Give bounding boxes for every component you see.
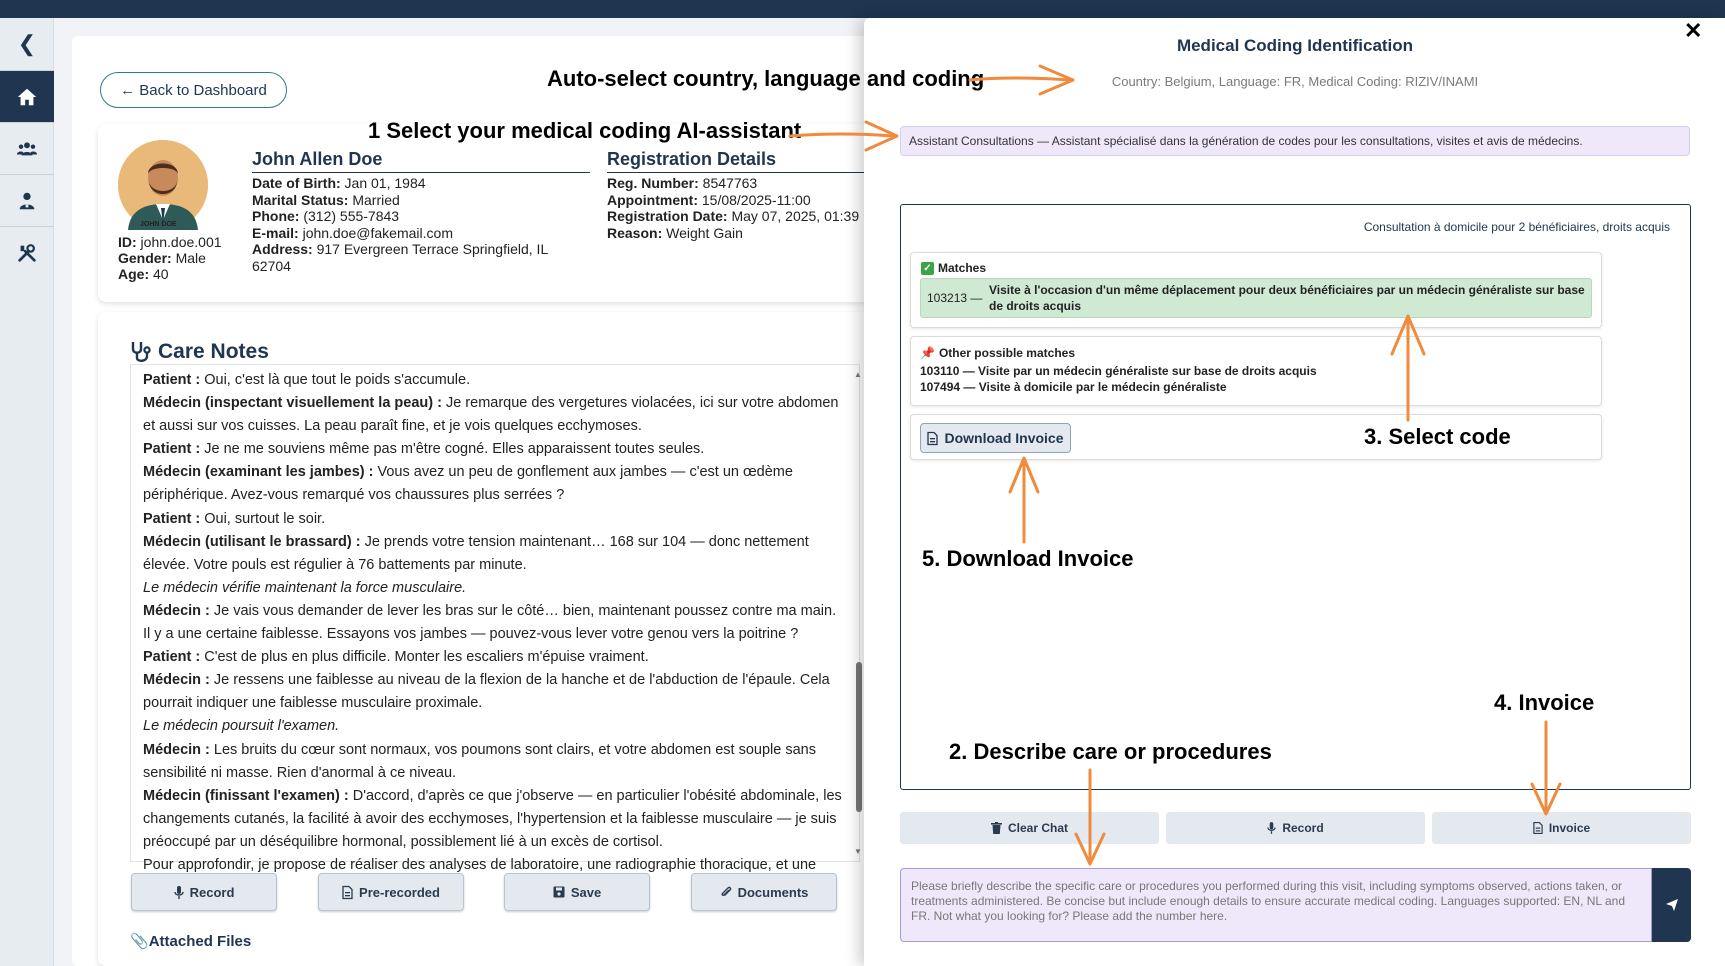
sidebar-item-home[interactable] — [0, 70, 54, 122]
record-button[interactable]: Record — [131, 873, 277, 911]
match-code: 103213 — — [927, 291, 983, 305]
modal-title: Medical Coding Identification — [1176, 36, 1414, 55]
documents-button[interactable]: Documents — [691, 873, 837, 911]
sidebar — [0, 18, 54, 966]
transcript-narration: Le médecin vérifie maintenant la force musculaire. — [143, 579, 467, 596]
transcript-line — [143, 531, 845, 577]
transcript-text: Les bruits du cœur sont normaux, vos poumons sont clairs, et votre abdomen est souple sans sensibilité ni masse. Rien d'anormal à ce niveau. — [143, 741, 816, 781]
transcript-speaker: Médecin : — [143, 672, 210, 689]
transcript-speaker: Médecin : — [143, 741, 210, 758]
stethoscope-icon — [130, 340, 152, 364]
matches-header: ✓ Matches — [921, 261, 986, 275]
transcript-line — [143, 508, 845, 531]
transcript-text: Je remarque des vergetures violacées, ici sur votre abdomen et aussi sur vos cuisses. La peau paraît fine, et je vois quelques ecchymoses. — [143, 395, 839, 435]
user-message: Consultation à domicile pour 2 bénéficiaires, droits acquis — [1363, 220, 1670, 234]
clear-chat-button[interactable]: Clear Chat — [900, 812, 1159, 844]
users-icon — [16, 138, 38, 160]
file-icon — [1533, 822, 1543, 834]
paperclip-icon — [720, 886, 732, 899]
transcript-speaker: Médecin (finissant l'examen) : — [143, 787, 349, 804]
pushpin-icon: 📌 — [920, 346, 935, 360]
attached-files-heading: 📎Attached Files — [130, 933, 252, 950]
microphone-icon — [1267, 822, 1276, 834]
transcript-line — [143, 461, 845, 507]
scroll-thumb[interactable] — [856, 662, 862, 812]
transcript-text: Je ressens une faiblesse au niveau de la flexion de la hanche et de l'abduction de l'épaule. Cela pourrait indiquer une faiblesse musculaire proximale. — [143, 672, 830, 712]
annotation-describe-care: 2. Describe care or procedures — [949, 739, 1272, 764]
transcript-text: Oui, surtout le soir. — [200, 510, 326, 527]
close-icon[interactable]: ✕ — [1684, 18, 1703, 43]
patient-id-block: ID: john.doe.001 Gender: Male Age: 40 — [118, 234, 222, 282]
transcript-text: Je vais vous demander de lever les bras sur le côté… bien, maintenant poussez contre ma main. Il y a une certaine faiblesse. Essayons vos jambes — pouvez-vous lever votre genou vers la poitrine ? — [143, 602, 837, 643]
transcript-speaker: Patient : — [143, 649, 201, 666]
transcript-line — [143, 577, 845, 600]
transcript-narration: Le médecin poursuit l'examen. — [143, 718, 340, 735]
transcript-line — [143, 438, 845, 461]
avatar-caption: JOHN DOE — [140, 221, 177, 228]
other-matches-header: 📌 Other possible matches — [920, 346, 1075, 360]
top-bar — [0, 0, 1725, 18]
floppy-icon — [553, 886, 565, 898]
download-invoice-button[interactable]: Download Invoice — [920, 423, 1071, 453]
transcript-speaker: Médecin : — [143, 602, 210, 619]
save-button[interactable]: Save — [504, 873, 650, 911]
transcript-speaker: Médecin (examinant les jambes) : — [143, 464, 374, 481]
transcript-speaker: Médecin (utilisant le brassard) : — [143, 533, 361, 550]
transcript-line — [143, 392, 845, 438]
chevron-left-icon[interactable]: ❮ — [17, 31, 37, 56]
match-description: Visite à l'occasion d'un même déplacement pour deux bénéficiaires par un médecin généraliste sur base de droits acquis — [989, 283, 1585, 313]
transcript-text: Pour approfondir, je propose de réaliser des analyses de laboratoire, une radiographie thoracique, et une — [143, 856, 817, 873]
care-notes-title: Care Notes — [130, 340, 269, 364]
patient-name: John Allen Doe — [252, 149, 590, 173]
transcript-line — [143, 715, 845, 738]
transcript-text: C'est de plus en plus difficile. Monter les escaliers m'épuise vraiment. — [200, 649, 649, 666]
transcript-text: Oui, c'est là que tout le poids s'accumule. — [200, 372, 471, 388]
care-description-input[interactable]: Please briefly describe the specific care or procedures you performed during this visit, including symptoms observed, actions taken, or treatments administered. Be concise but include enough details to ensure accurate medical coding. Languages supported: EN, NL and FR. Not what you looking for? Please add the number here. — [900, 868, 1652, 942]
sidebar-item-doctor[interactable] — [0, 174, 54, 226]
match-item[interactable] — [920, 278, 1592, 318]
annotation-invoice: 4. Invoice — [1494, 690, 1595, 715]
transcript-text: Je prends votre tension maintenant… 168 sur 104 — donc nettement élevée. Votre pouls est régulier à 76 battements par minute. — [143, 533, 809, 573]
trash-icon — [991, 822, 1002, 834]
transcript-line — [143, 785, 845, 854]
file-audio-icon — [342, 886, 353, 899]
assistant-select[interactable]: Assistant Consultations — Assistant spécialisé dans la génération de codes pour les consultations, visites et avis de médecins. — [900, 126, 1690, 156]
sidebar-item-patients[interactable] — [0, 122, 54, 174]
transcript-speaker: Médecin (inspectant visuellement la peau) : — [143, 395, 442, 412]
registration-title: Registration Details — [607, 149, 872, 173]
transcript-line — [143, 369, 845, 392]
transcript-text: D'accord, d'après ce que j'observe — en particulier l'obésité abdominale, les changements cutanés, la facilité à avoir des ecchymoses, l'hypertension et la faiblesse musculaire — je suis préoccupé par un déséquilibre hormonal, possiblement lié à un excès de cortisol. — [143, 787, 842, 850]
transcript-line — [143, 669, 845, 715]
transcript-text: Vous avez un peu de gonflement aux jambes — c'est un œdème périphérique. Avez-vous remarqué vos chaussures plus serrées ? — [143, 464, 793, 504]
transcript-speaker: Patient : — [143, 441, 201, 458]
home-icon — [16, 86, 38, 108]
transcript-line — [143, 600, 845, 646]
send-button[interactable] — [1652, 868, 1691, 942]
back-to-dashboard-button[interactable]: ← Back to Dashboard — [100, 72, 287, 108]
file-icon — [927, 432, 938, 445]
pre-recorded-button[interactable]: Pre-recorded — [318, 873, 464, 911]
other-match-item[interactable]: 103110 — Visite par un médecin généraliste sur base de droits acquis — [920, 364, 1317, 378]
registration-info: Reg. Number: 8547763 Appointment: 15/08/2025-11:00 Registration Date: May 07, 2025, 01:39 Reason: Weight Gain — [607, 175, 860, 241]
transcript-scrollbar[interactable]: ▲ ▼ — [854, 370, 862, 856]
modal-record-button[interactable]: Record — [1166, 812, 1425, 844]
sidebar-item-tools[interactable] — [0, 226, 54, 278]
send-icon — [1665, 898, 1679, 912]
tools-icon — [16, 242, 38, 264]
transcript-speaker: Patient : — [143, 372, 201, 388]
microphone-icon — [174, 886, 184, 899]
annotation-select-assistant: 1 Select your medical coding AI-assistant — [368, 118, 802, 143]
transcript-line — [143, 646, 845, 669]
annotation-download-invoice: 5. Download Invoice — [922, 546, 1134, 571]
annotation-auto-select: Auto-select country, language and coding — [547, 66, 985, 91]
user-md-icon — [16, 190, 38, 212]
checkmark-icon: ✓ — [921, 262, 934, 275]
patient-info: Date of Birth: Jan 01, 1984 Marital Status: Married Phone: (312) 555-7843 E-mail: john.doe@fakemail.com Address: 917 Evergreen Terrace Springfield, IL 62704 — [252, 175, 548, 274]
transcript-speaker: Patient : — [143, 510, 201, 527]
transcript-line — [143, 739, 845, 785]
annotation-select-code: 3. Select code — [1364, 424, 1511, 449]
paperclip-icon: 📎 — [130, 933, 149, 950]
invoice-button[interactable]: Invoice — [1432, 812, 1691, 844]
modal-subtitle: Country: Belgium, Language: FR, Medical Coding: RIZIV/INAMI — [1111, 74, 1479, 89]
avatar — [118, 140, 208, 230]
transcript-text: Je ne me souviens même pas m'être cogné. Elles apparaissent toutes seules. — [200, 441, 705, 458]
care-notes-transcript[interactable] — [130, 364, 860, 873]
other-match-item[interactable]: 107494 — Visite à domicile par le médecin généraliste — [920, 380, 1227, 394]
